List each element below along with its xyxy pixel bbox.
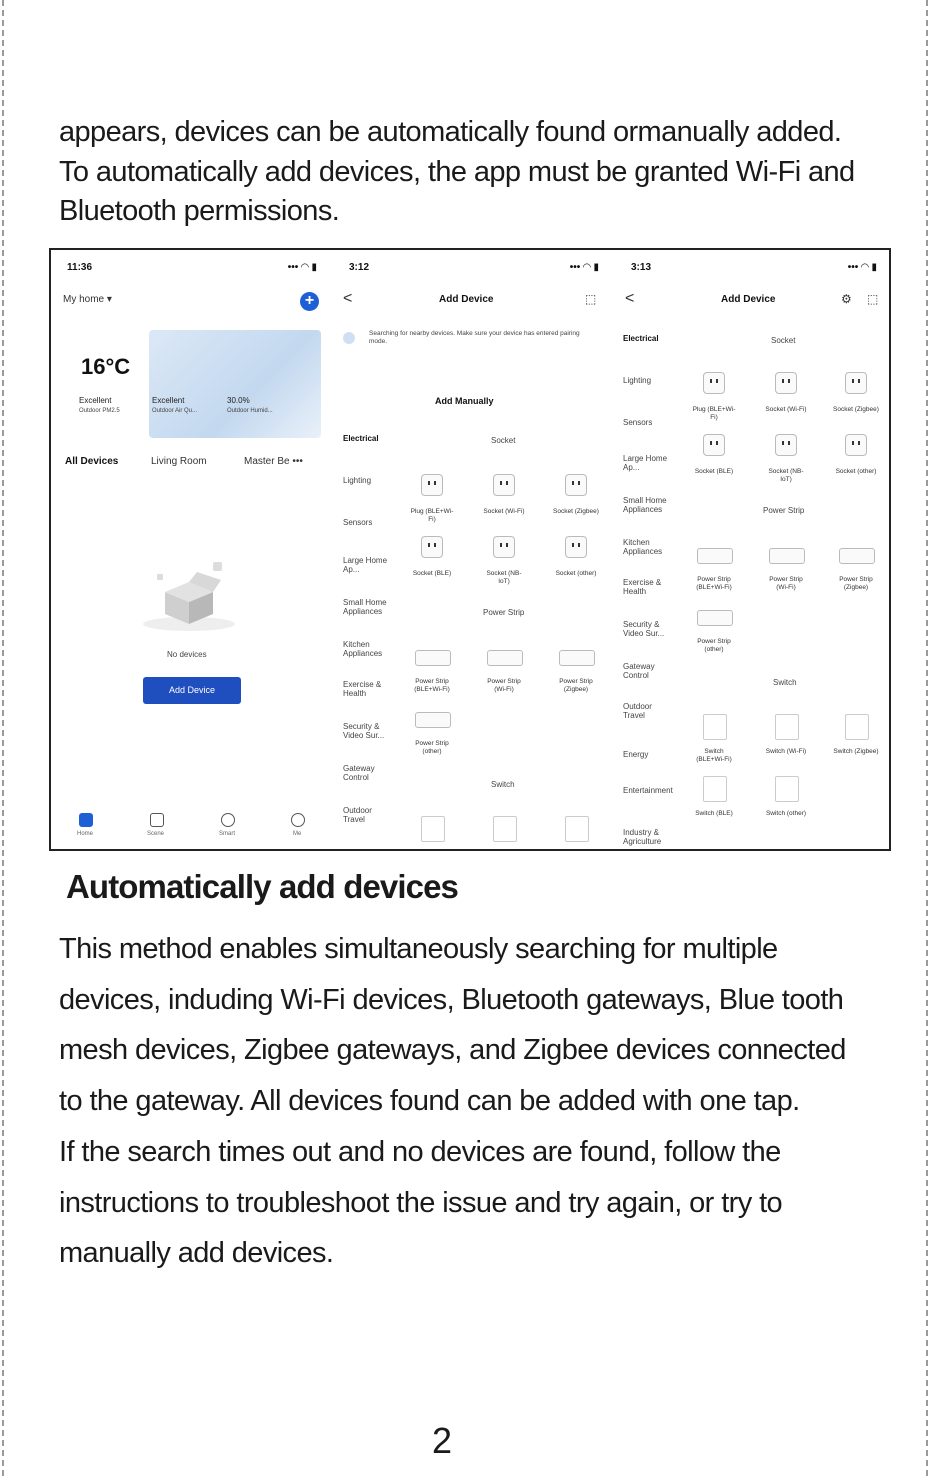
category-lighting[interactable]: Lighting	[343, 476, 372, 485]
device-label: Switch (Wi-Fi)	[765, 748, 807, 755]
socket-icon[interactable]	[845, 434, 867, 456]
category-electrical[interactable]: Electrical	[623, 334, 659, 343]
add-icon[interactable]: +	[300, 292, 319, 311]
status-time: 3:13	[631, 262, 652, 273]
add-device-screen-list	[615, 250, 891, 849]
section-switch: Switch	[491, 780, 515, 789]
category-kitchen[interactable]: Kitchen Appliances	[623, 538, 663, 556]
device-label: Socket (BLE)	[694, 468, 734, 475]
weather-label-2: Outdoor Air Qu...	[152, 408, 198, 414]
search-spinner-icon	[343, 332, 355, 344]
power-strip-icon[interactable]	[697, 548, 733, 564]
power-strip-icon[interactable]	[839, 548, 875, 564]
status-bar	[67, 262, 317, 273]
socket-icon[interactable]	[493, 474, 515, 496]
add-manually-heading: Add Manually	[435, 396, 494, 406]
power-strip-icon[interactable]	[487, 650, 523, 666]
weather-value-2: Excellent	[152, 396, 185, 405]
status-time: 3:12	[349, 262, 370, 273]
category-gateway[interactable]: Gateway Control	[343, 764, 375, 782]
category-outdoor[interactable]: Outdoor Travel	[623, 702, 652, 720]
section-heading: Automatically add devices	[66, 868, 458, 905]
section-socket: Socket	[771, 336, 796, 345]
device-label: Plug (BLE+Wi-Fi)	[692, 406, 736, 421]
me-tab-icon[interactable]	[291, 813, 305, 827]
scene-tab-label: Scene	[147, 831, 165, 837]
smart-tab-label: Smart	[219, 831, 236, 837]
home-screen	[51, 250, 331, 849]
category-exercise[interactable]: Exercise & Health	[623, 578, 662, 596]
section-switch: Switch	[773, 678, 797, 687]
power-strip-icon[interactable]	[559, 650, 595, 666]
device-label: Socket (Zigbee)	[833, 406, 879, 413]
device-label: Switch (BLE)	[695, 810, 733, 817]
device-label: Socket (other)	[555, 570, 597, 577]
status-icons: ••• ◠ ▮	[287, 262, 317, 273]
device-label: Socket (BLE)	[412, 570, 452, 577]
weather-label-3: Outdoor Humid...	[227, 408, 273, 414]
page-number: 2	[432, 1420, 453, 1461]
category-small-home[interactable]: Small Home Appliances	[343, 598, 387, 616]
status-bar	[349, 262, 599, 273]
socket-icon[interactable]	[775, 434, 797, 456]
category-entertainment[interactable]: Entertainment	[623, 786, 673, 795]
weather-label-1: Outdoor PM2.5	[79, 408, 120, 414]
room-tab-all[interactable]: All Devices	[65, 456, 119, 467]
category-large-home[interactable]: Large Home Ap...	[623, 454, 668, 472]
weather-value-1: Excellent	[79, 396, 112, 405]
status-icons: ••• ◠ ▮	[569, 262, 599, 273]
smart-tab-icon[interactable]	[221, 813, 235, 827]
socket-icon[interactable]	[493, 536, 515, 558]
home-tab-icon[interactable]	[79, 813, 93, 827]
device-label: Power Strip (Wi-Fi)	[769, 576, 803, 591]
section-power-strip: Power Strip	[483, 608, 525, 617]
paragraph-timeout: If the search times out and no devices are found, follow the instructions to troubleshoot the issue and try again, or try to manually add devices.	[59, 1135, 783, 1270]
intro-paragraph: appears, devices can be automatically found ormanually added. To automatically add devices, the app must be granted Wi-Fi and Bluetooth permissions.	[59, 116, 855, 227]
power-strip-icon[interactable]	[415, 712, 451, 728]
switch-icon[interactable]	[493, 816, 517, 842]
category-electrical[interactable]: Electrical	[343, 434, 379, 443]
category-large-home[interactable]: Large Home Ap...	[343, 556, 388, 574]
status-bar	[631, 262, 877, 273]
switch-icon[interactable]	[845, 714, 869, 740]
device-label: Power Strip (BLE+Wi-Fi)	[696, 576, 732, 591]
device-label: Socket (Zigbee)	[553, 508, 599, 515]
category-security[interactable]: Security & Video Sur...	[623, 620, 665, 638]
device-label: Power Strip (Zigbee)	[839, 576, 873, 591]
add-device-button[interactable]: Add Device	[143, 677, 241, 704]
power-strip-icon[interactable]	[769, 548, 805, 564]
room-tab-master[interactable]: Master Be •••	[244, 456, 303, 467]
device-label: Plug (BLE+Wi-Fi)	[410, 508, 454, 523]
switch-icon[interactable]	[703, 714, 727, 740]
bottom-tab-bar	[51, 805, 331, 845]
app-screenshots	[49, 248, 891, 851]
paragraph-auto-add: This method enables simultaneously searching for multiple devices, induding Wi-Fi devices, Bluetooth gateways, Blue tooth mesh devices, Zigbee gateways, and Zigbee devices connected to the gateway. All devices found can be added with one tap.	[59, 933, 846, 1118]
category-sensors[interactable]: Sensors	[623, 418, 653, 427]
category-exercise[interactable]: Exercise & Health	[343, 680, 382, 698]
socket-icon[interactable]	[565, 474, 587, 496]
device-label: Socket (Wi-Fi)	[483, 508, 525, 515]
socket-icon[interactable]	[565, 536, 587, 558]
back-icon[interactable]: <	[343, 290, 353, 307]
category-industry[interactable]: Industry & Agriculture	[623, 828, 662, 846]
switch-icon[interactable]	[775, 714, 799, 740]
device-label: Socket (NB-IoT)	[768, 468, 804, 483]
add-device-screen-searching	[333, 250, 613, 849]
socket-icon[interactable]	[775, 372, 797, 394]
section-socket: Socket	[491, 436, 516, 445]
socket-icon[interactable]	[703, 434, 725, 456]
switch-icon[interactable]	[421, 816, 445, 842]
weather-card-bg	[149, 330, 321, 438]
empty-state-text: No devices	[167, 650, 207, 659]
socket-icon[interactable]	[845, 372, 867, 394]
screen-title: Add Device	[439, 294, 494, 305]
device-label: Power Strip (Zigbee)	[559, 678, 593, 693]
category-energy[interactable]: Energy	[623, 750, 649, 759]
device-label: Switch (Zigbee)	[833, 748, 879, 755]
me-tab-label: Me	[293, 831, 302, 837]
category-lighting[interactable]: Lighting	[623, 376, 652, 385]
cut-line-right	[926, 0, 928, 1476]
body-text	[59, 924, 859, 1279]
home-tab-label: Home	[77, 831, 94, 837]
category-gateway[interactable]: Gateway Control	[623, 662, 655, 680]
device-label: Power Strip (BLE+Wi-Fi)	[414, 678, 450, 693]
scan-icon[interactable]: ⬚	[867, 292, 879, 306]
socket-icon[interactable]	[421, 536, 443, 558]
back-icon[interactable]: <	[625, 290, 635, 307]
room-tab-living[interactable]: Living Room	[151, 456, 207, 467]
category-kitchen[interactable]: Kitchen Appliances	[343, 640, 383, 658]
socket-icon[interactable]	[421, 474, 443, 496]
cut-line-left	[2, 0, 4, 1476]
socket-icon[interactable]	[703, 372, 725, 394]
status-icons: ••• ◠ ▮	[847, 262, 877, 273]
scene-tab-icon[interactable]	[150, 813, 164, 827]
settings-icon[interactable]: ⚙	[841, 292, 852, 306]
device-label: Socket (NB-IoT)	[486, 570, 522, 585]
section-power-strip: Power Strip	[763, 506, 805, 515]
device-label: Power Strip (other)	[415, 740, 449, 755]
switch-icon[interactable]	[703, 776, 727, 802]
status-time: 11:36	[67, 262, 93, 273]
power-strip-icon[interactable]	[415, 650, 451, 666]
category-security[interactable]: Security & Video Sur...	[343, 722, 385, 740]
device-label: Switch (other)	[765, 810, 807, 817]
switch-icon[interactable]	[775, 776, 799, 802]
empty-box-icon	[143, 562, 235, 632]
switch-icon[interactable]	[565, 816, 589, 842]
device-label: Socket (Wi-Fi)	[765, 406, 807, 413]
power-strip-icon[interactable]	[697, 610, 733, 626]
searching-text: Searching for nearby devices. Make sure your device has entered pairing mode.	[369, 330, 580, 345]
scan-icon[interactable]: ⬚	[585, 292, 597, 306]
home-selector[interactable]: My home ▾	[63, 294, 112, 305]
category-outdoor[interactable]: Outdoor Travel	[343, 806, 372, 824]
category-small-home[interactable]: Small Home Appliances	[623, 496, 667, 514]
device-label: Switch (BLE+Wi-Fi)	[696, 748, 732, 763]
category-sensors[interactable]: Sensors	[343, 518, 373, 527]
device-label: Power Strip (other)	[697, 638, 731, 653]
temperature: 16°C	[81, 354, 131, 379]
weather-value-3: 30.0%	[227, 396, 250, 405]
device-label: Power Strip (Wi-Fi)	[487, 678, 521, 693]
device-label: Socket (other)	[835, 468, 877, 475]
screen-title: Add Device	[721, 294, 776, 305]
